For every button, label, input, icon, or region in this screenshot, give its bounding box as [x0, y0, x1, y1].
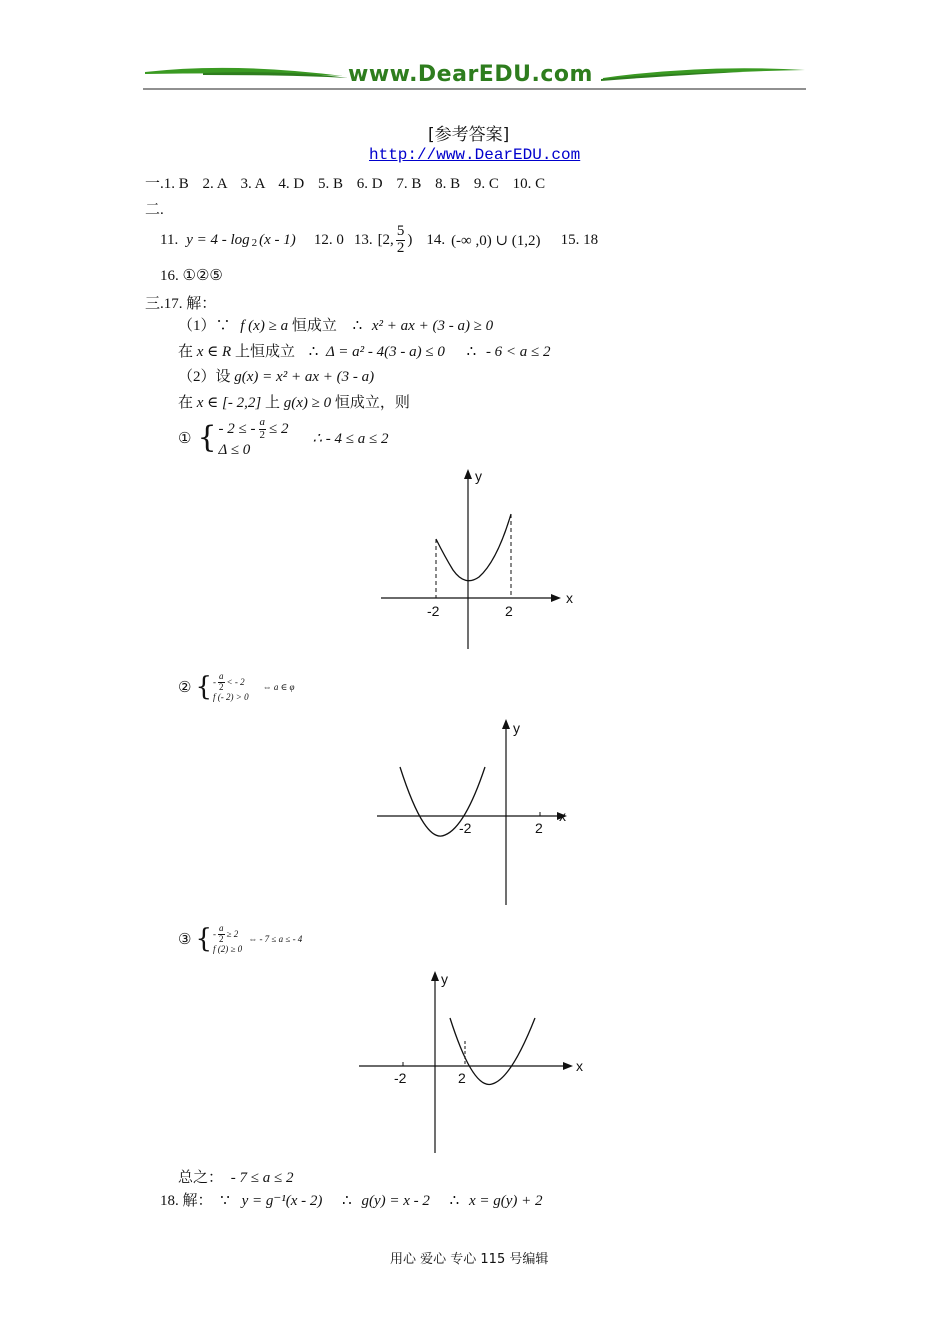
case3: [178, 917, 302, 961]
case3-l1-frac: [218, 924, 225, 944]
answer-4: 4. D: [278, 176, 305, 192]
answer-3: 3. A: [240, 176, 265, 192]
q18-because: ∵: [220, 1193, 230, 1209]
case1-l1-frac: [259, 417, 267, 441]
case3-frac-d: 2: [219, 933, 224, 944]
s17-p1-therefore: ∴: [352, 318, 363, 334]
section1-label: 一.: [145, 176, 164, 192]
s17-p3-label: （2）设: [178, 369, 231, 385]
summary-label: 总之：: [178, 1170, 224, 1186]
graph1-y-arrow: [464, 469, 472, 479]
s17-line-1: [178, 314, 493, 335]
graph3-x-label: x: [576, 1058, 583, 1074]
section3-label: 三.17. 解：: [145, 296, 217, 312]
case2-frac-n: a: [219, 671, 224, 682]
graph3-y-label: y: [441, 971, 448, 987]
s17-p2-therefore2: ∴: [466, 344, 477, 360]
case3-line-2: f (2) ≥ 0: [213, 943, 243, 954]
case2-mark: ②: [178, 679, 192, 696]
case2-l1-b: < - 2: [226, 677, 245, 687]
case3-l1-a: -: [213, 929, 216, 939]
case1-mark: ①: [178, 430, 192, 447]
case2-line-2: f (- 2) > 0: [213, 691, 249, 702]
answer-7: 7. B: [396, 176, 422, 192]
case2-l1-a: -: [213, 677, 216, 687]
q13-number: 13.: [353, 231, 373, 248]
section2-label: 二.: [145, 202, 164, 218]
case3-line-1: [213, 924, 242, 944]
header-logo: [143, 58, 806, 92]
case1-frac-n: a: [259, 416, 266, 429]
page-footer: 用心 爱心 专心 115 号编辑: [390, 1252, 549, 1267]
graph1-y-label: y: [475, 468, 482, 484]
q12-answer: 12. 0: [313, 231, 344, 248]
answer-2: 2. A: [202, 176, 227, 192]
s17-p2-text-b: 上恒成立: [234, 344, 295, 360]
graph1-curve: [436, 514, 511, 581]
section2-row-1: [160, 222, 598, 258]
graph2-curve: [400, 767, 485, 836]
case2-brace: {: [195, 672, 212, 702]
q13-frac-numerator: 5: [396, 222, 405, 239]
graph2-tick-left: -2: [459, 820, 472, 836]
case1-l1-b: ≤ 2: [269, 421, 289, 437]
q18-expr2: g(y) = x - 2: [361, 1193, 430, 1209]
s17-p4-text-b: 上: [264, 395, 280, 411]
graph-1: [375, 465, 595, 655]
q18-label: 18. 解：: [160, 1193, 213, 1209]
case1-line-1: [219, 417, 289, 441]
q18-therefore1: ∴: [342, 1193, 352, 1209]
case2-line-1: [213, 672, 249, 692]
page-title: [参考答案]: [428, 125, 510, 145]
q18-therefore2: ∴: [449, 1193, 460, 1209]
graph2-y-arrow: [502, 719, 510, 729]
case2-l1-frac: [218, 672, 225, 692]
case2-result: ⇔ a ∈ φ: [262, 681, 295, 692]
graph2-x-label: x: [559, 808, 566, 824]
answer-8: 8. B: [435, 176, 461, 192]
case1-brace: {: [197, 420, 217, 455]
answer-6: 6. D: [356, 176, 383, 192]
graph-2: [375, 715, 585, 910]
q13-close: ): [407, 231, 413, 248]
q15-answer: 15. 18: [560, 231, 599, 248]
s17-p4-text-c: 恒成立，则: [334, 395, 410, 411]
q11-expr: y = 4 - log: [186, 231, 250, 248]
s17-p1-label: （1）∵: [178, 318, 231, 334]
case1-system: [219, 417, 289, 458]
case1: [178, 415, 389, 461]
s17-line-3: [178, 365, 374, 386]
case1-result: ∴ - 4 ≤ a ≤ 2: [312, 430, 389, 447]
case2: [178, 664, 294, 710]
q16-answer: 16. ①②⑤: [160, 268, 223, 284]
s17-p2-therefore: ∴: [308, 344, 319, 360]
answer-5: 5. B: [318, 176, 344, 192]
answer-1: 1. B: [163, 176, 189, 192]
summary-expr: - 7 ≤ a ≤ 2: [230, 1170, 294, 1186]
s17-p1-text: 恒成立: [291, 318, 337, 334]
graph3-y-arrow: [431, 971, 439, 981]
s17-summary: [178, 1166, 293, 1187]
case2-frac-d: 2: [219, 681, 224, 692]
q13-open: [2,: [377, 231, 394, 248]
answer-9: 9. C: [473, 176, 499, 192]
case3-brace: {: [195, 924, 212, 954]
graph1-tick-right: 2: [505, 603, 513, 619]
s17-p2-expr-b: Δ = a² - 4(3 - a) ≤ 0: [326, 344, 445, 360]
s17-p3-expr: g(x) = x² + ax + (3 - a): [234, 369, 375, 385]
graph-3: [355, 965, 595, 1155]
s17-p1-expr2: x² + ax + (3 - a) ≥ 0: [371, 318, 494, 334]
case1-line-2: Δ ≤ 0: [218, 441, 251, 458]
case3-mark: ③: [178, 931, 192, 948]
case1-l1-a: - 2 ≤ -: [218, 421, 256, 437]
graph3-x-arrow: [563, 1062, 573, 1070]
case3-result: ⇔ - 7 ≤ a ≤ - 4: [248, 934, 303, 944]
section1-row: [145, 172, 545, 193]
logo-text: www.DearEDU.com: [348, 62, 593, 87]
graph1-tick-left: -2: [427, 603, 440, 619]
q13-frac-denominator: 2: [396, 239, 405, 256]
q18-expr1: y = g⁻¹(x - 2): [241, 1193, 323, 1209]
q13-fraction: [396, 224, 406, 257]
q11-tail: (x - 1): [259, 231, 296, 248]
answer-10: 10. C: [512, 176, 546, 192]
case3-frac-n: a: [219, 923, 224, 934]
q18-line: [160, 1189, 543, 1210]
s17-line-2: [178, 340, 551, 361]
case2-system: [213, 672, 249, 702]
case3-l1-b: ≥ 2: [226, 929, 239, 939]
graph1-x-arrow: [551, 594, 561, 602]
q14-expr: (-∞ ,0) ∪ (1,2): [451, 232, 541, 249]
case1-frac-d: 2: [259, 429, 266, 441]
s17-p4-expr-b: g(x) ≥ 0: [283, 395, 332, 411]
s17-p4-text-a: 在: [178, 395, 194, 411]
graph1-x-label: x: [566, 590, 573, 606]
graph3-tick-right: 2: [458, 1070, 466, 1086]
s17-p1-expr: f (x) ≥ a: [240, 318, 289, 334]
source-link[interactable]: http://www.DearEDU.com: [369, 146, 581, 164]
q11-log-base: 2: [251, 237, 258, 249]
s17-p4-expr-a: x ∈ [- 2,2]: [196, 395, 262, 411]
q14-number: 14.: [426, 231, 446, 248]
q11-number: 11.: [160, 231, 179, 248]
s17-p2-text-a: 在: [178, 344, 194, 360]
s17-p2-expr-c: - 6 < a ≤ 2: [485, 344, 551, 360]
q18-expr3: x = g(y) + 2: [468, 1193, 543, 1209]
graph2-y-label: y: [513, 720, 520, 736]
case3-system: [213, 924, 242, 954]
graph2-tick-right: 2: [535, 820, 543, 836]
s17-p2-expr-a: x ∈ R: [196, 344, 232, 360]
graph3-tick-left: -2: [394, 1070, 407, 1086]
s17-line-4: [178, 391, 410, 412]
